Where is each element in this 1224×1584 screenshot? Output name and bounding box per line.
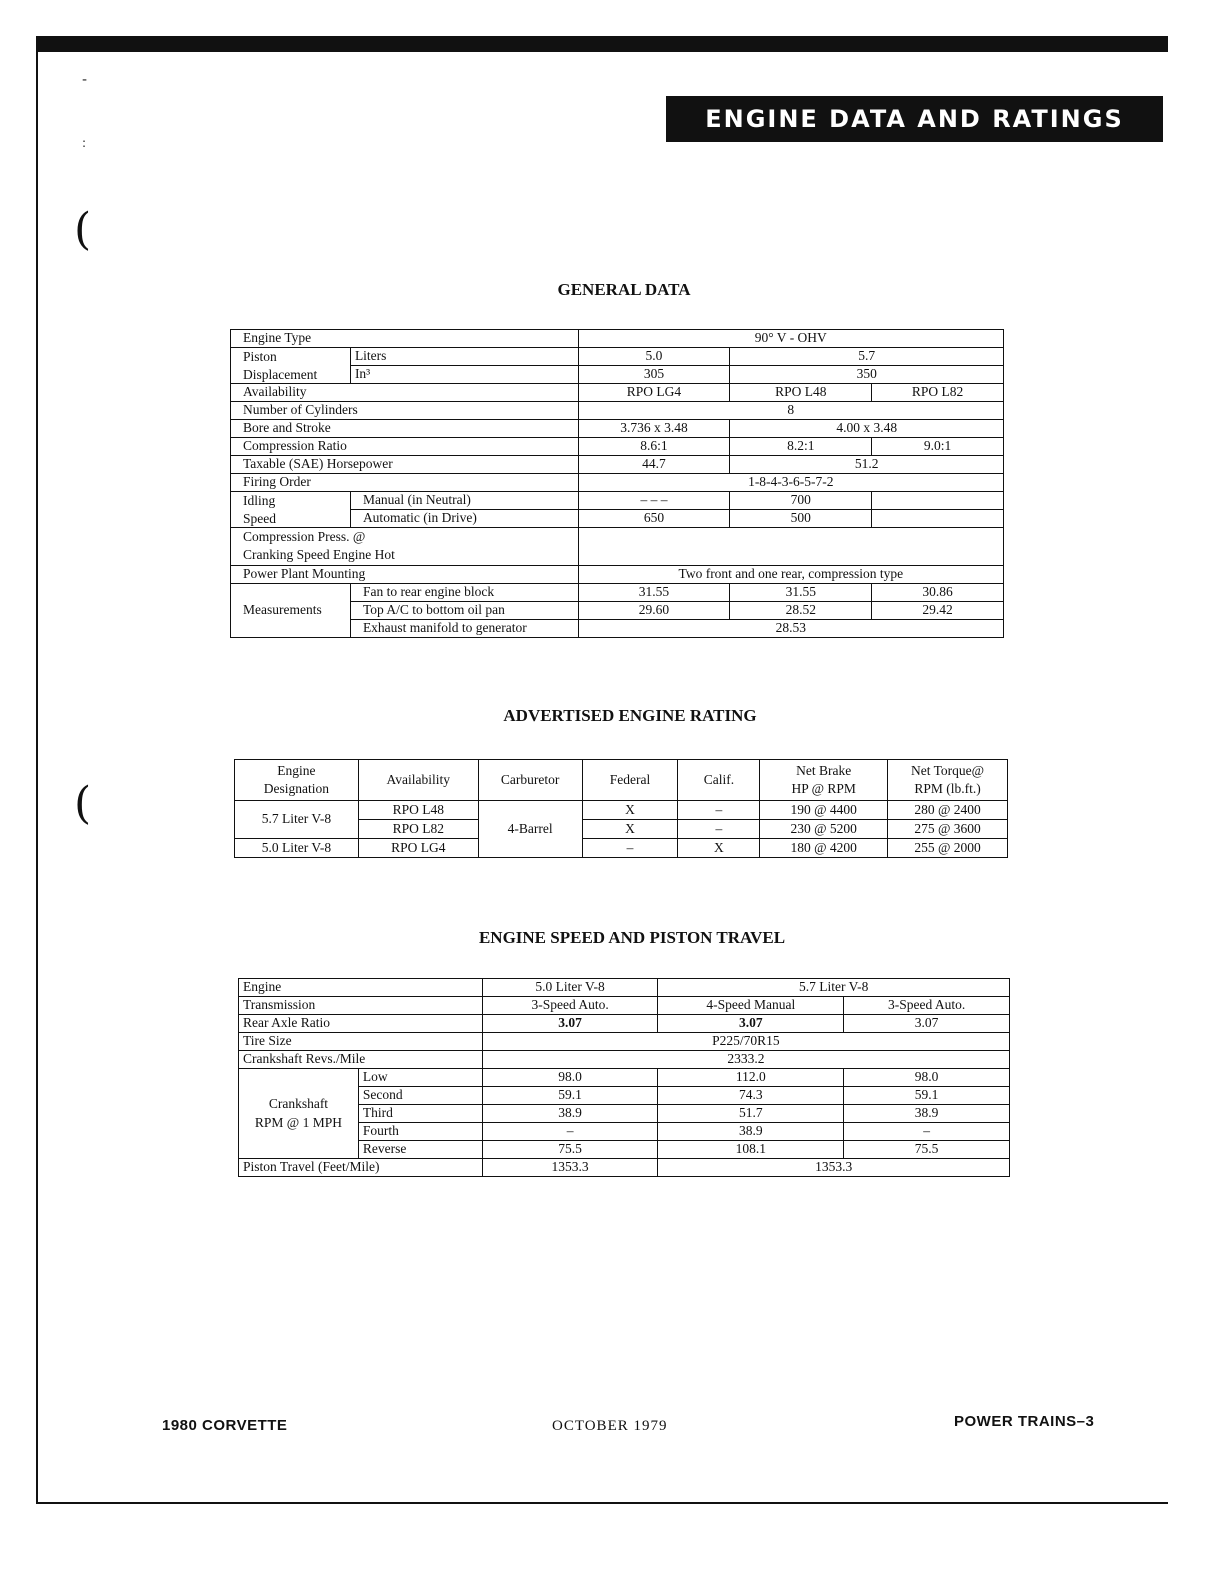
row-label: Number of Cylinders: [231, 402, 579, 420]
cell-value: RPO LG4: [358, 839, 478, 858]
gear-label: Third: [358, 1105, 482, 1123]
table-row: [231, 565, 1004, 583]
table-header-row: [235, 760, 1008, 801]
row-label: Transmission: [239, 997, 483, 1015]
cell-value: 59.1: [482, 1087, 658, 1105]
cell-empty: [578, 528, 1003, 565]
table-row: [231, 492, 1004, 510]
table-row: [239, 1015, 1010, 1033]
cell-value: 112.0: [658, 1069, 844, 1087]
header-line: HP @ RPM: [791, 781, 856, 796]
row-label: In³: [350, 366, 578, 384]
general-data-title: GENERAL DATA: [557, 280, 691, 299]
engine-rating-title: ADVERTISED ENGINE RATING: [503, 706, 757, 725]
engine-designation: 5.0 Liter V-8: [235, 839, 359, 858]
cell-value: 9.0:1: [872, 438, 1004, 456]
table-row: [239, 1033, 1010, 1051]
gear-label: Fourth: [358, 1123, 482, 1141]
cell-value: X: [678, 839, 760, 858]
cell-value: 3-Speed Auto.: [482, 997, 658, 1015]
row-label: Liters: [350, 348, 578, 366]
header-line: Engine: [277, 763, 316, 779]
cell-value: 4-Speed Manual: [658, 997, 844, 1015]
cell-value: 51.7: [658, 1105, 844, 1123]
page-header-title: ENGINE DATA AND RATINGS: [666, 96, 1163, 142]
cell-value: – – –: [578, 492, 730, 510]
label-line: Idling: [243, 493, 276, 509]
cell-value: –: [844, 1123, 1010, 1141]
cell-value: Two front and one rear, compression type: [578, 565, 1003, 583]
column-header: Federal: [582, 760, 678, 801]
row-label: Manual (in Neutral): [350, 492, 578, 510]
cell-value: 275 @ 3600: [888, 820, 1008, 839]
cell-value: 5.0 Liter V-8: [482, 979, 658, 997]
table-row: [235, 839, 1008, 858]
measurements-label: Measurements: [231, 583, 351, 637]
binder-hole-mark: (: [74, 204, 92, 255]
row-label: Taxable (SAE) Horsepower: [231, 456, 579, 474]
table-row: [239, 1069, 1010, 1087]
column-header: [235, 760, 359, 801]
cell-value: X: [582, 801, 678, 820]
row-label: Engine: [239, 979, 483, 997]
header-line: Designation: [263, 781, 330, 796]
cell-value: RPO L82: [358, 820, 478, 839]
carburetor-value: 4-Barrel: [478, 801, 582, 858]
row-label: Compression Ratio: [231, 438, 579, 456]
cell-value: 8: [578, 402, 1003, 420]
compression-press-label: [231, 528, 579, 565]
footer-page-number: POWER TRAINS–3: [954, 1413, 1095, 1430]
label-line: RPM @ 1 MPH: [254, 1114, 342, 1130]
cell-value: 700: [730, 492, 872, 510]
cell-value: 1353.3: [658, 1159, 1010, 1177]
cell-value: 38.9: [658, 1123, 844, 1141]
row-label: Engine Type: [231, 330, 579, 348]
idling-speed-label: [231, 492, 351, 528]
cell-value: 3.07: [844, 1015, 1010, 1033]
label-line: Speed: [243, 510, 276, 526]
cell-value: 98.0: [844, 1069, 1010, 1087]
cell-empty: [872, 510, 1004, 528]
row-label: Availability: [231, 384, 579, 402]
table-row: [239, 1159, 1010, 1177]
table-row: [231, 583, 1004, 601]
cell-value: 230 @ 5200: [760, 820, 888, 839]
cell-value: 38.9: [844, 1105, 1010, 1123]
label-line: Displacement: [243, 366, 318, 382]
cell-value: 28.52: [730, 601, 872, 619]
crankshaft-rpm-label: [239, 1069, 359, 1159]
column-header: Availability: [358, 760, 478, 801]
row-label: Fan to rear engine block: [350, 583, 578, 601]
cell-value: 350: [730, 366, 1004, 384]
cell-value: 74.3: [658, 1087, 844, 1105]
row-label: Piston Travel (Feet/Mile): [239, 1159, 483, 1177]
cell-value: 500: [730, 510, 872, 528]
cell-value: 3.07: [658, 1015, 844, 1033]
cell-value: 190 @ 4400: [760, 801, 888, 820]
engine-speed-title: ENGINE SPEED AND PISTON TRAVEL: [478, 928, 786, 947]
cell-empty: [872, 492, 1004, 510]
cell-value: 51.2: [730, 456, 1004, 474]
cell-value: 8.2:1: [730, 438, 872, 456]
cell-value: 5.7: [730, 348, 1004, 366]
column-header: [888, 760, 1008, 801]
label-line: Compression Press. @: [243, 529, 366, 545]
engine-speed-table: [238, 978, 1010, 1177]
row-label: Firing Order: [231, 474, 579, 492]
column-header: Calif.: [678, 760, 760, 801]
table-row: [239, 997, 1010, 1015]
cell-value: 108.1: [658, 1141, 844, 1159]
cell-value: 3.07: [482, 1015, 658, 1033]
cell-value: 2333.2: [482, 1051, 1009, 1069]
label-line: Piston: [243, 349, 277, 364]
table-row: [231, 456, 1004, 474]
cell-value: 1353.3: [482, 1159, 658, 1177]
footer-date: OCTOBER 1979: [552, 1418, 668, 1434]
table-row: [231, 384, 1004, 402]
row-label: Exhaust manifold to generator: [350, 619, 578, 637]
cell-value: –: [582, 839, 678, 858]
header-line: Net Brake: [796, 763, 852, 779]
table-row: [231, 528, 1004, 565]
cell-value: 650: [578, 510, 730, 528]
bottom-border-line: [36, 1502, 1168, 1504]
cell-value: 280 @ 2400: [888, 801, 1008, 820]
binder-hole-mark: (: [74, 778, 92, 829]
cell-value: 4.00 x 3.48: [730, 420, 1004, 438]
table-row: [231, 420, 1004, 438]
table-row: [235, 801, 1008, 820]
table-row: [231, 348, 1004, 366]
cell-value: 3-Speed Auto.: [844, 997, 1010, 1015]
header-line: Net Torque@: [910, 763, 985, 779]
cell-value: 44.7: [578, 456, 730, 474]
cell-value: 5.7 Liter V-8: [658, 979, 1010, 997]
piston-displacement-label: [231, 348, 351, 384]
row-label: Tire Size: [239, 1033, 483, 1051]
cell-value: RPO L48: [730, 384, 872, 402]
cell-value: 29.60: [578, 601, 730, 619]
cell-value: 28.53: [578, 619, 1003, 637]
cell-value: 1-8-4-3-6-5-7-2: [578, 474, 1003, 492]
top-border-bar: [36, 36, 1168, 52]
cell-value: 75.5: [844, 1141, 1010, 1159]
scan-mark: :: [82, 136, 87, 150]
column-header: Carburetor: [478, 760, 582, 801]
gear-label: Second: [358, 1087, 482, 1105]
engine-type-value: 90° V - OHV: [578, 330, 1003, 348]
cell-value: 29.42: [872, 601, 1004, 619]
row-label: Top A/C to bottom oil pan: [350, 601, 578, 619]
cell-value: X: [582, 820, 678, 839]
cell-value: RPO L82: [872, 384, 1004, 402]
cell-value: 8.6:1: [578, 438, 730, 456]
cell-value: –: [482, 1123, 658, 1141]
table-row: [231, 438, 1004, 456]
label-line: Crankshaft: [268, 1096, 329, 1112]
row-label: Rear Axle Ratio: [239, 1015, 483, 1033]
cell-value: 38.9: [482, 1105, 658, 1123]
cell-value: RPO L48: [358, 801, 478, 820]
scan-mark: -: [82, 72, 88, 88]
gear-label: Reverse: [358, 1141, 482, 1159]
cell-value: 3.736 x 3.48: [578, 420, 730, 438]
cell-value: –: [678, 801, 760, 820]
row-label: Power Plant Mounting: [231, 565, 579, 583]
row-label: Bore and Stroke: [231, 420, 579, 438]
table-row: [231, 474, 1004, 492]
footer-vehicle: 1980 CORVETTE: [162, 1417, 288, 1434]
engine-rating-table: [234, 759, 1008, 858]
cell-value: RPO LG4: [578, 384, 730, 402]
label-line: Cranking Speed Engine Hot: [243, 547, 395, 563]
column-header: [760, 760, 888, 801]
cell-value: –: [678, 820, 760, 839]
cell-value: 30.86: [872, 583, 1004, 601]
table-row: [231, 402, 1004, 420]
table-row: [239, 1051, 1010, 1069]
engine-designation: 5.7 Liter V-8: [235, 801, 359, 839]
cell-value: 5.0: [578, 348, 730, 366]
cell-value: 180 @ 4200: [760, 839, 888, 858]
cell-value: 75.5: [482, 1141, 658, 1159]
cell-value: 255 @ 2000: [888, 839, 1008, 858]
cell-value: P225/70R15: [482, 1033, 1009, 1051]
cell-value: 31.55: [730, 583, 872, 601]
table-row: [239, 979, 1010, 997]
cell-value: 59.1: [844, 1087, 1010, 1105]
gear-label: Low: [358, 1069, 482, 1087]
cell-value: 31.55: [578, 583, 730, 601]
table-row: [231, 330, 1004, 348]
cell-value: 305: [578, 366, 730, 384]
left-border-line: [36, 36, 38, 1504]
row-label: Crankshaft Revs./Mile: [239, 1051, 483, 1069]
header-line: RPM (lb.ft.): [914, 781, 981, 796]
general-data-table: [230, 329, 1004, 638]
row-label: Automatic (in Drive): [350, 510, 578, 528]
cell-value: 98.0: [482, 1069, 658, 1087]
